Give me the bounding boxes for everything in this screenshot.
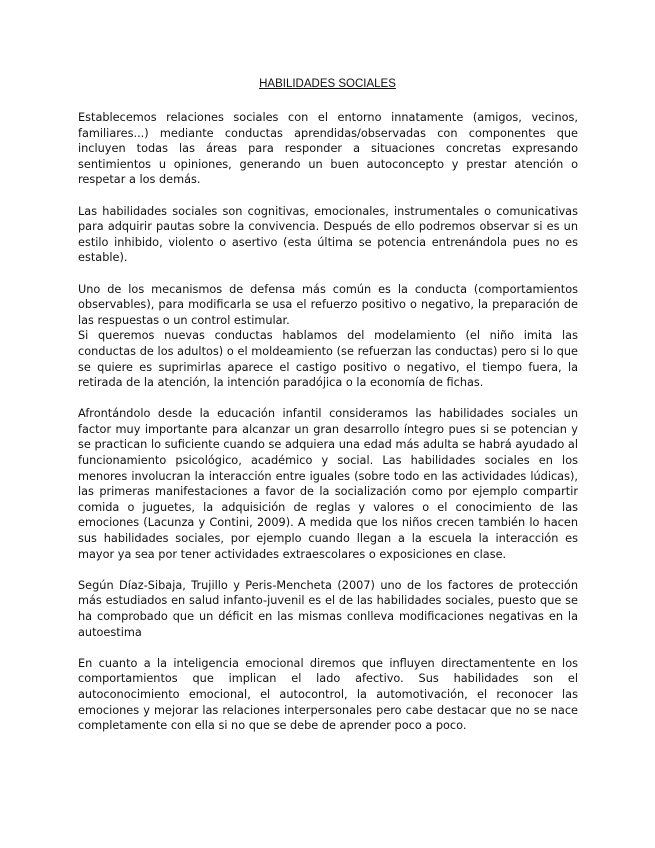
paragraph-factores-proteccion: Según Díaz-Sibaja, Trujillo y Peris-Mencheta (2007) uno de los factores de protección más estudiados en salud infanto-juvenil es el de las habilidades sociales, puesto que se ha comprobado que un déficit en las mismas conlleva modificaciones negativas en la autoestima	[78, 578, 578, 639]
paragraph-inteligencia-emocional: En cuanto a la inteligencia emocional diremos que influyen directamentente en los comportamientos que implican el lado afectivo. Sus habilidades son el autoconocimiento emocional, el autocontrol, la automotivación, el reconocer las emociones y mejorar las relaciones interpersonales pero cabe destacar que no se nace completamente con ella si no que se debe de aprender poco a poco.	[78, 656, 578, 733]
paragraph-tipos-habilidades: Las habilidades sociales son cognitivas, emocionales, instrumentales o comunicativas para adquirir pautas sobre la convivencia. Después de ello podremos observar si es un estilo inhibido, violento o asertivo (esta última se potencia entrenándola pues no es estable).	[78, 204, 578, 265]
paragraph-mecanismos-defensa: Uno de los mecanismos de defensa más común es la conducta (comportamientos observables), para modificarla se usa el refuerzo positivo o negativo, la preparación de las respuestas o un control estimular.	[78, 282, 578, 327]
paragraph-relaciones-sociales: Establecemos relaciones sociales con el entorno innatamente (amigos, vecinos, familiares...) mediante conductas aprendidas/observadas con componentes que incluyen todas las áreas para responder a situaciones concretas expresando sentimientos u opiniones, generando un buen autoconcepto y prestar atención o respetar a los demás.	[78, 111, 578, 187]
paragraph-nuevas-conductas: Si queremos nuevas conductas hablamos del modelamiento (el niño imita las conductas de los adultos) o el moldeamiento (se refuerzan las conductas) pero si lo que se quiere es suprimirlas aparece el castigo positivo o negativo, el tiempo fuera, la retirada de la atención, la intención paradójica o la economía de fichas.	[78, 329, 578, 390]
document-title: HABILIDADES SOCIALES	[259, 78, 396, 90]
paragraph-educacion-infantil: Afrontándolo desde la educación infantil consideramos las habilidades sociales un factor muy importante para alcanzar un gran desarrollo íntegro pues si se potencian y se practican lo suficiente cuando se adquiera una edad más adulta se habrá ayudado al funcionamiento psicológico, académico y social. Las habilidades sociales en los menores involucran la interacción entre iguales (sobre todo en las actividades lúdicas), las primeras manifestaciones a favor de la socialización como por ejemplo compartir comida o juguetes, la adquisición de reglas y valores o el conocimiento de las emociones (Lacunza y Contini, 2009). A medida que los niños crecen también lo hacen sus habilidades sociales, por ejemplo cuando llegan a la escuela la interacción es mayor ya sea por tener actividades extraescolares o exposiciones en clase.	[78, 407, 578, 561]
document-body	[78, 110, 578, 749]
